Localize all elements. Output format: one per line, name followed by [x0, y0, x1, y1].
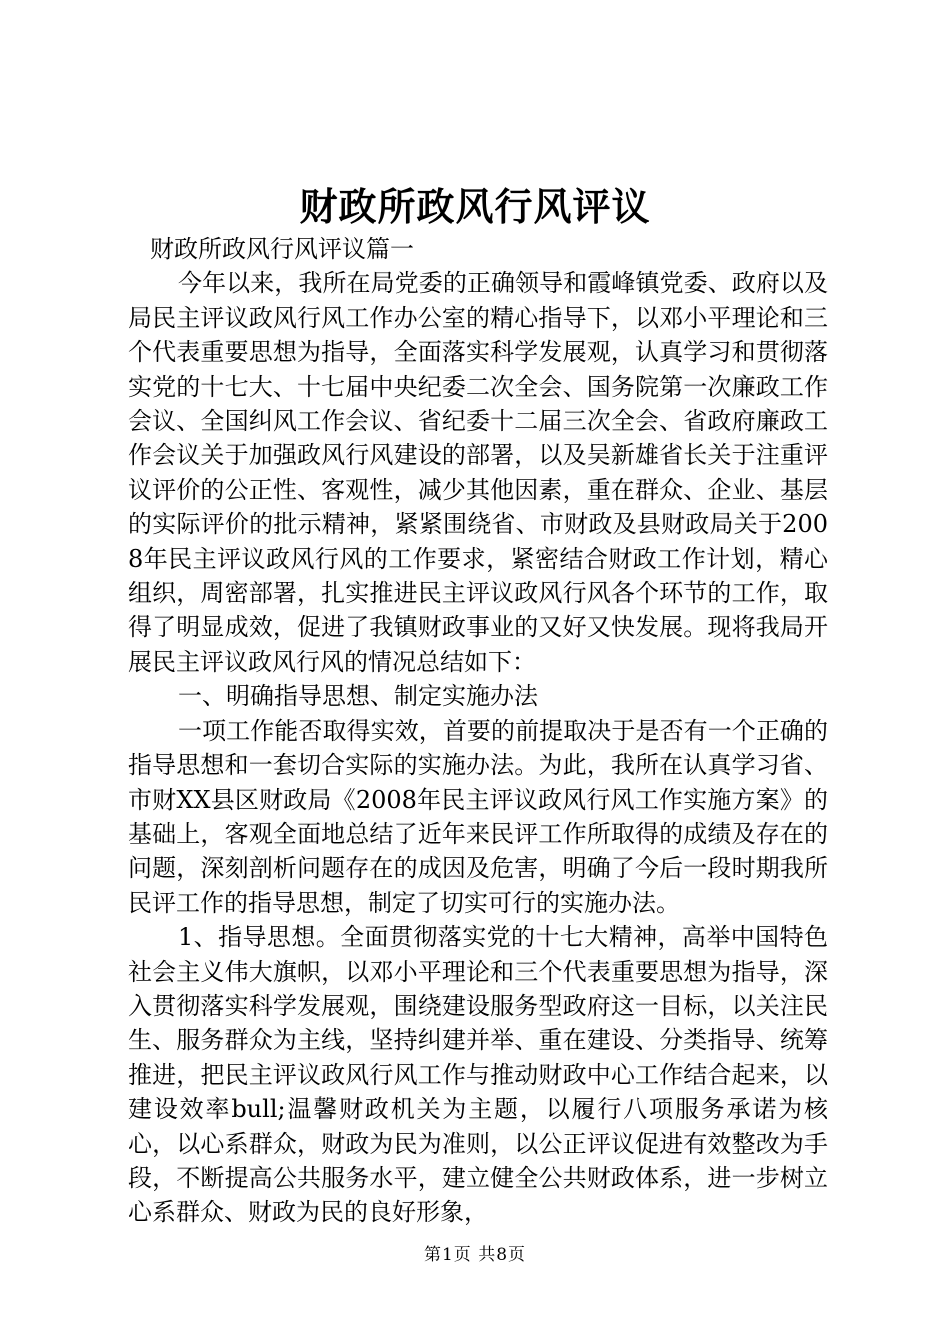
page-footer: 第1页 共8页 — [423, 1245, 527, 1265]
paragraph-intro: 今年以来，我所在局党委的正确领导和霞峰镇党委、政府以及局民主评议政风行风工作办公室的精心指导下，以邓小平理论和三个代表重要思想为指导，全面落实科学发展观，认真学习和贯彻落实党的十七大、十七届中央纪委二次全会、国务院第一次廉政工作会议、全国纠风工作会议、省纪委十二届三次全会、省政府廉政工作会议关于加强政风行风建设的部署，以及吴新雄省长关于注重评议评价的公正性、客观性，减少其他因素，重在群众、企业、基层的实际评价的批示精神，紧紧围绕省、市财政及县财政局关于2008年民主评议政风行风的工作要求，紧密结合财政工作计划，精心组织，周密部署，扎实推进民主评议政风行风各个环节的工作，取得了明显成效，促进了我镇财政事业的又好又快发展。现将我局开展民主评议政风行风的情况总结如下： — [128, 269, 828, 676]
document-body — [128, 232, 828, 1230]
document-title: 财政所政风行风评议 — [299, 184, 651, 229]
document-subtitle: 财政所政风行风评议篇一 — [150, 235, 414, 263]
paragraph-section-one: 一项工作能否取得实效，首要的前提取决于是否有一个正确的指导思想和一套切合实际的实施办法。为此，我所在认真学习省、市财XX县区财政局《2008年民主评议政风行风工作实施方案》的基础上，客观全面地总结了近年来民评工作所取得的成绩及存在的问题，深刻剖析问题存在的成因及危害，明确了今后一段时期我所民评工作的指导思想，制定了切实可行的实施办法。 — [128, 716, 828, 917]
paragraph-guiding-thought: 1、指导思想。全面贯彻落实党的十七大精神，高举中国特色社会主义伟大旗帜，以邓小平理论和三个代表重要思想为指导，深入贯彻落实科学发展观，围绕建设服务型政府这一目标，以关注民生、服务群众为主线，坚持纠建并举、重在建设、分类指导、统筹推进，把民主评议政风行风工作与推动财政中心工作结合起来，以建设效率bull;温馨财政机关为主题，以履行八项服务承诺为核心，以心系群众，财政为民为准则，以公正评议促进有效整改为手段，不断提高公共服务水平，建立健全公共财政体系，进一步树立心系群众、财政为民的良好形象， — [128, 923, 828, 1227]
section-heading: 一、明确指导思想、制定实施办法 — [178, 682, 538, 711]
